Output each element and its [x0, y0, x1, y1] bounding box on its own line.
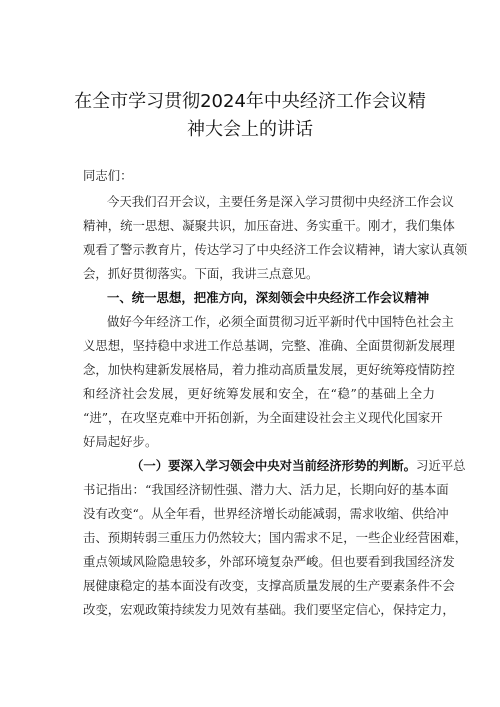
document-title-line-1: 在全市学习贯彻2024年中央经济工作会议精	[74, 91, 426, 112]
paragraph-line: 精神，统一思想、凝聚共识，加压奋进、务实重干。刚才，我们集体	[83, 218, 455, 233]
subsection-text: 习近平总	[415, 458, 466, 473]
paragraph-line: 观看了警示教育片，传达学习了中央经济工作会议精神，请大家认真领	[83, 242, 468, 257]
paragraph-line: 好局起好步。	[83, 434, 158, 449]
paragraph-line: 重点领域风险隐患较多，外部环境复杂严峻。但也要看到我国经济发	[83, 554, 455, 569]
paragraph-line: 书记指出：“我国经济韧性强、潜力大、活力足，长期向好的基本面	[83, 482, 449, 497]
paragraph-line: “进”，在攻坚克难中开拓创新，为全面建设社会主义现代化国家开	[83, 410, 443, 425]
paragraph-line: 改变，宏观政策持续发力见效有基础。我们要坚定信心，保持定力，	[83, 602, 455, 617]
paragraph-line: 念，加快构建新发展格局，着力推动高质量发展，更好统筹疫情防控	[83, 362, 455, 377]
section-heading: 一、统一思想，把准方向，深刻领会中央经济工作会议精神	[107, 290, 430, 305]
subsection-line	[131, 458, 466, 474]
paragraph-line: 没有改变“。从全年看，世界经济增长动能减弱，需求收缩、供给冲	[83, 506, 449, 521]
paragraph-line: 做好今年经济工作，必须全面贯彻习近平新时代中国特色社会主	[107, 314, 454, 329]
paragraph-line: 会，抓好贯彻落实。下面，我讲三点意见。	[83, 266, 319, 281]
subsection-heading: （一）要深入学习领会中央对当前经济形势的判断。	[131, 458, 416, 473]
paragraph-line: 今天我们召开会议，主要任务是深入学习贯彻中央经济工作会议	[107, 194, 454, 209]
paragraph-line: 义思想，坚持稳中求进工作总基调，完整、准确、全面贯彻新发展理	[83, 338, 455, 353]
greeting: 同志们：	[83, 168, 133, 183]
paragraph-line: 展健康稳定的基本面没有改变，支撑高质量发展的生产要素条件不会	[83, 578, 455, 593]
paragraph-line: 和经济社会发展，更好统筹发展和安全，在“稳”的基础上全力	[83, 386, 435, 401]
paragraph-line: 击、预期转弱三重压力仍然较大；国内需求不足，一些企业经营困难，	[83, 530, 468, 545]
document-title-line-2: 神大会上的讲话	[187, 119, 313, 140]
